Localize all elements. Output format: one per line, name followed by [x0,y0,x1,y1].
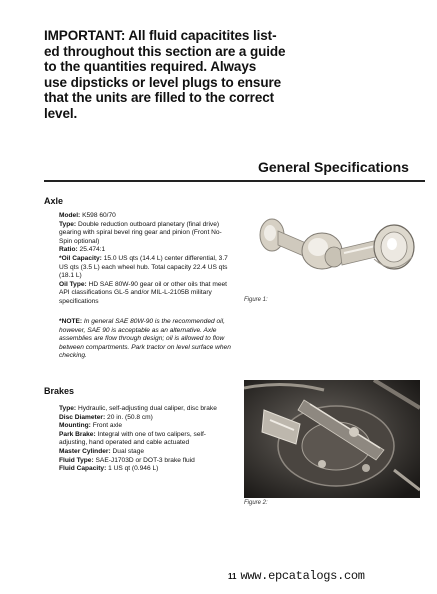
axle-ratio: Ratio: 25.474:1 [59,246,106,254]
important-line: that the units are filled to the correct [44,90,275,105]
figure-1-caption: Figure 1: [244,297,268,303]
figure-2-caption: Figure 2: [244,500,268,506]
page-number: 11 [228,572,237,581]
axle-oil-type: Oil Type: HD SAE 80W-90 gear oil or other oils that meet API classifications GL-5 and/or MIL-L-2105B military specifications [59,280,227,305]
brakes-heading: Brakes [44,386,75,396]
page-footer [228,570,365,583]
important-line: IMPORTANT: All fluid capacitites list- [44,28,277,43]
axle-oil-capacity: *Oil Capacity: 15.0 US qts (14.4 L) center differential, 3.7 US qts (3.5 L) each wheel hub. Total capacity 22.4 US qts (18.1 L) [59,254,228,280]
brakes-disc-diameter: Disc Diameter: 20 in. (50.8 cm) [59,413,153,421]
brakes-mounting: Mounting: Front axle [59,422,123,430]
axle-note: *NOTE: In general SAE 80W-90 is the recommended oil, however, SAE 90 is acceptable as an alternative. Axle assemblies are flow through design; oil is allowed to flow between compartments. Park tractor on level surface when checking. [59,318,231,360]
important-line: to the quantities required. Always [44,59,257,74]
title-rule [44,180,425,182]
brake-photo [244,380,420,498]
brakes-park-brake: Park Brake: Integral with one of two calipers, self-adjusting, hand operated and cable actuated [59,430,206,447]
axle-type: Type: Double reduction outboard planetary (final drive) gearing with spiral bevel ring gear and pinion (Front No-Spin optional) [59,220,222,245]
axle-photo [244,197,420,295]
axle-heading: Axle [44,196,64,206]
brakes-type: Type: Hydraulic, self-adjusting dual caliper, disc brake [59,405,217,412]
important-line: use dipsticks or level plugs to ensure [44,74,282,90]
important-notice [44,28,316,121]
brakes-fluid-type: Fluid Type: SAE-J1703D or DOT-3 brake fluid [59,456,195,464]
brakes-master-cylinder: Master Cylinder: Dual stage [59,447,145,455]
website-link[interactable]: www.epcatalogs.com [240,569,365,583]
axle-model: Model: K598 60/70 [59,212,116,219]
section-title: General Specifications [258,159,409,175]
important-line: level. [44,105,78,121]
brakes-spec-block [59,405,234,474]
brakes-fluid-capacity: Fluid Capacity: 1 US qt (0.946 L) [59,465,159,473]
axle-spec-block [59,212,234,307]
important-line: ed throughout this section are a guide [44,43,286,59]
